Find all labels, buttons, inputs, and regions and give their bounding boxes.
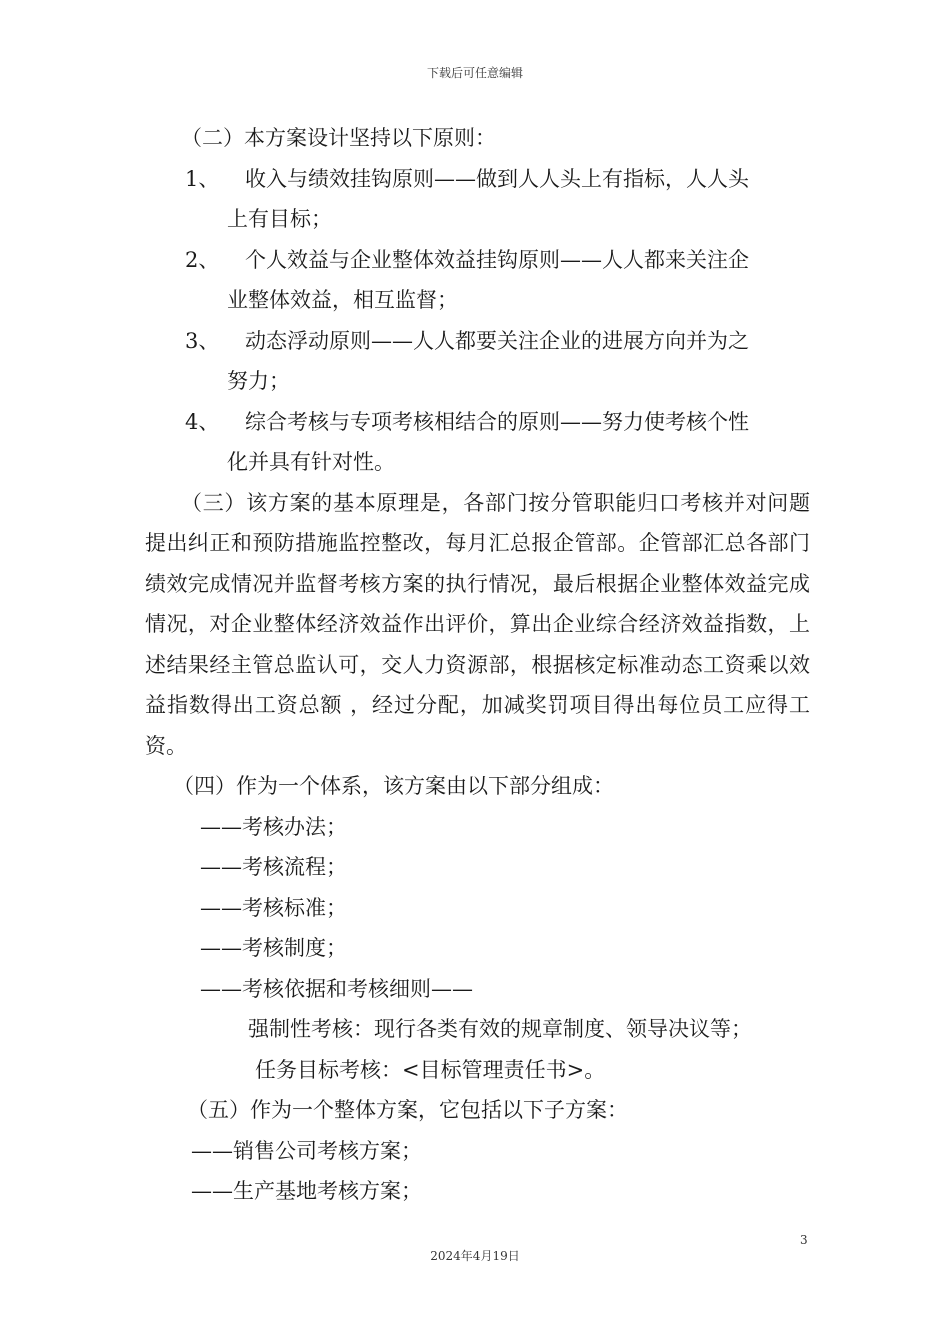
item-number: 1、: [185, 166, 220, 191]
principle-item: [145, 321, 810, 402]
sub-item-mandatory: 强制性考核：现行各类有效的规章制度、领导决议等；: [248, 1017, 752, 1041]
item-text: 综合考核与专项考核相结合的原则——努力使考核个性: [245, 409, 749, 434]
item-text-cont: 上有目标；: [227, 207, 332, 231]
page-number: 3: [800, 1233, 808, 1247]
principle-item: [145, 159, 810, 240]
page-footer-date: 2024年4月19日: [430, 1249, 520, 1263]
item-number: 2、: [185, 247, 220, 272]
item-number: 3、: [185, 328, 220, 353]
principle-item: [145, 240, 810, 321]
sub-item-task: 任务目标考核：<目标管理责任书>。: [255, 1057, 606, 1082]
component-item: ——考核制度；: [200, 936, 347, 960]
sub-plan-item: ——生产基地考核方案；: [191, 1179, 422, 1203]
component-item: ——考核标准；: [200, 895, 347, 920]
item-text: 动态浮动原则——人人都要关注企业的进展方向并为之: [245, 328, 749, 353]
component-item: ——考核办法；: [200, 814, 347, 839]
page-header: 下载后可任意编辑: [426, 66, 523, 80]
section-5-title: （五）作为一个整体方案，它包括以下子方案：: [187, 1098, 628, 1122]
item-text-cont: 努力；: [227, 369, 290, 393]
section-3-paragraph: （三）该方案的基本原理是，各部门按分管职能归口考核并对问题提出纠正和预防措施监控整改，每月汇总报企管部。企管部汇总各部门绩效完成情况并监督考核方案的执行情况，最后根据企业整体效益完成情况，对企业整体经济效益作出评价，算出企业综合经济效益指数，上述结果经主管总监认可，交人力资源部，根据核定标准动态工资乘以效益指数得出工资总额 ，经过分配，加减奖罚项目得出每位员工应得工资。: [145, 490, 810, 758]
section-4-title: （四）作为一个体系，该方案由以下部分组成：: [173, 774, 614, 798]
item-text: 个人效益与企业整体效益挂钩原则——人人都来关注企: [245, 247, 749, 272]
item-number: 4、: [185, 409, 220, 434]
sub-plan-item: ——销售公司考核方案；: [191, 1138, 422, 1163]
item-text-cont: 业整体效益，相互监督；: [227, 288, 458, 312]
item-text: 收入与绩效挂钩原则——做到人人头上有指标，人人头: [245, 166, 749, 191]
component-item: ——考核流程；: [200, 855, 347, 879]
item-text-cont: 化并具有针对性。: [227, 450, 395, 474]
document-body: [145, 118, 810, 1212]
principle-item: [145, 402, 810, 483]
section-2-title: （二）本方案设计坚持以下原则：: [181, 126, 496, 150]
component-item: ——考核依据和考核细则——: [200, 976, 473, 1001]
